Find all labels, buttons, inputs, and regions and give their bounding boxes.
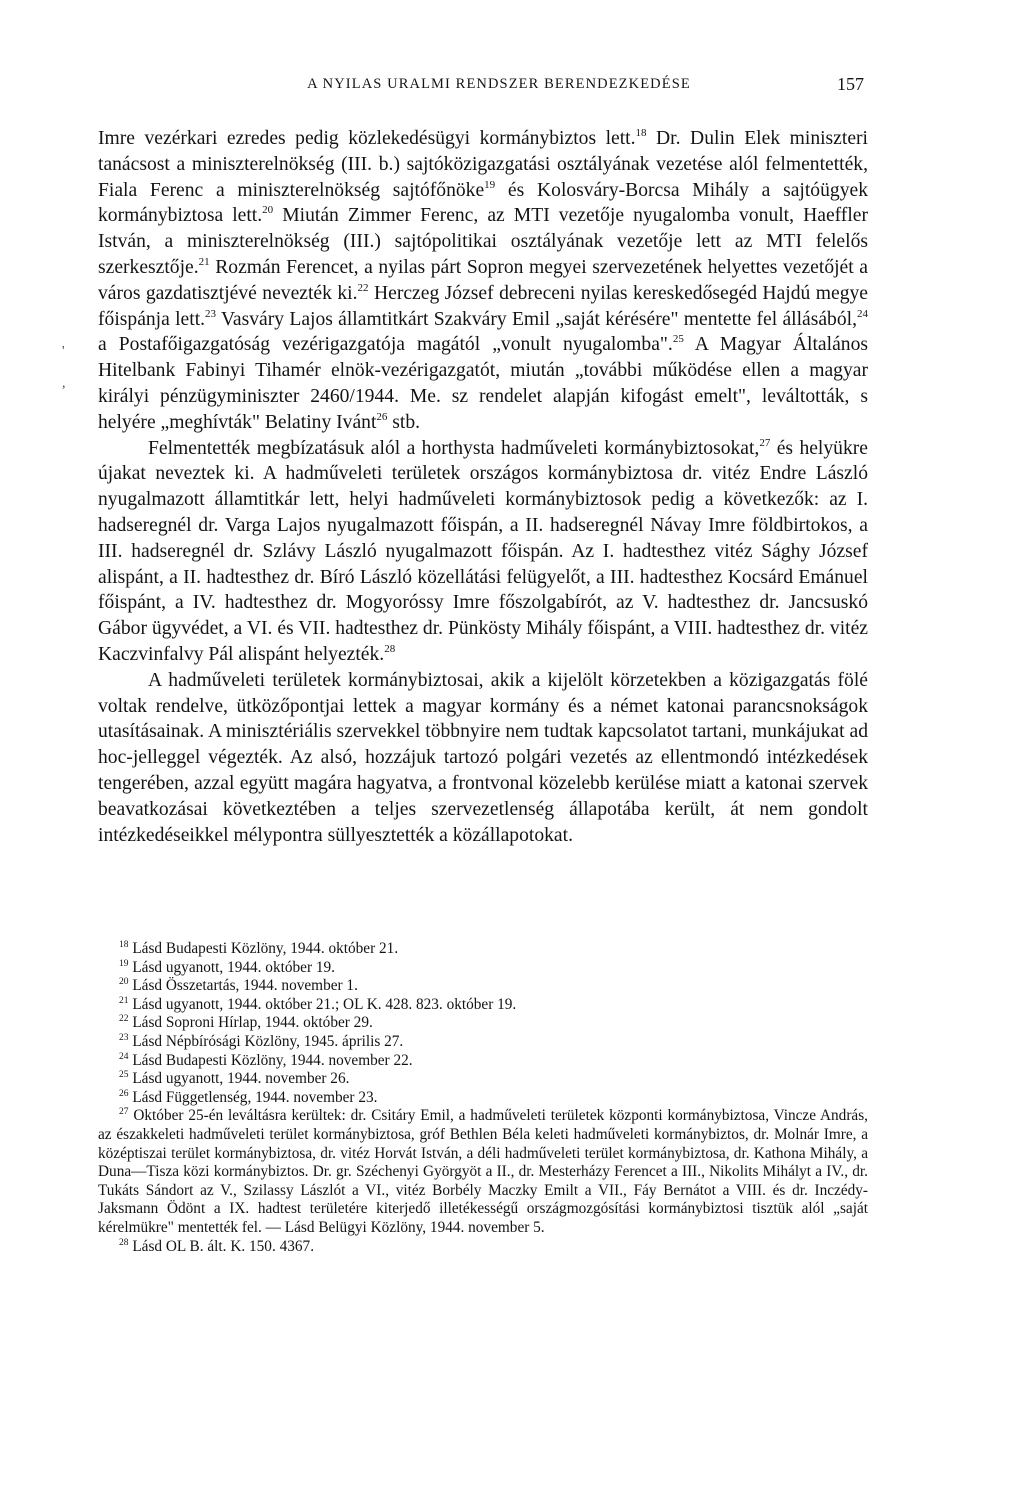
footnote-number: 27 (119, 1107, 129, 1118)
page-header (134, 74, 864, 100)
footnote (98, 1052, 868, 1071)
footnote-ref[interactable]: 25 (672, 333, 684, 346)
text-run: a Postafőigazgatóság vezérigazgatója magától „vonult nyugalomba". (98, 334, 673, 356)
text-run: Dr. Dulin Elek miniszteri tanácsost a miniszterelnökség (III. b.) sajtóközigazgatási osztályának vezetése alól felmentették, Fiala Ferenc a miniszterelnökség sajtófőnöke (98, 128, 868, 201)
footnote-ref[interactable]: 24 (856, 307, 868, 320)
margin-mark: , (62, 376, 66, 391)
footnote (98, 1070, 868, 1089)
footnote-text: Lásd Függetlenség, 1944. november 23. (128, 1088, 378, 1106)
footnote (98, 940, 868, 959)
footnote (98, 959, 868, 978)
footnote-number: 28 (119, 1237, 129, 1248)
text-run: Miután Zimmer Ferenc, az MTI vezetője nyugalomba vonult, Haeffler István, a miniszterelnökség (III.) sajtópolitikai osztályának vezetője lett az MTI felelős szerkesztője. (98, 205, 868, 278)
footnote-number: 20 (119, 977, 129, 988)
footnote-text: Lásd Népbírósági Közlöny, 1945. április 27. (128, 1032, 404, 1050)
footnote-ref[interactable]: 28 (384, 642, 396, 655)
page-number: 157 (837, 74, 864, 94)
footnote-text: Lásd Összetartás, 1944. november 1. (128, 977, 358, 995)
text-run: és helyükre újakat neveztek ki. A hadműveleti területek országos kormánybiztosa dr. vitéz Endre László nyugalmazott államtitkár lett, helyi hadműveleti kormánybiztosok pedig a következők: az I. hadseregnél dr. Varga Lajos nyugalmazott főispán, a II. hadseregnél Návay Imre földbirtokos, a III. hadseregnél dr. Szlávy László nyugalmazott főispán. Az I. hadtesthez vitéz Sághy József alispánt, a II. hadtesthez dr. Bíró László közellátási felügyelőt, a III. hadtesthez Kocsárd Emánuel főispánt, a IV. hadtesthez dr. Mogyoróssy Imre főszolgabírót, az V. hadtesthez dr. Jancsuskó Gábor ügyvédet, a VI. és VII. hadtesthez dr. Pünkösty Mihály főispánt, a VIII. hadtesthez dr. vitéz Kaczvinfalvy Pál alispánt helyezték. (98, 437, 868, 665)
text-run: A Magyar Általános Hitelbank Fabinyi Tihamér elnök-vezérigazgatót, miután „további működése ellen a magyar királyi pénzügyminiszter 2460/1944. Me. sz rendelet alapján kifogást emelt", leváltották, s helyére „meghívták" Belatiny Ivánt (98, 334, 868, 433)
footnote-number: 18 (119, 940, 129, 950)
paragraph (98, 436, 868, 668)
footnote-text: Lásd Budapesti Közlöny, 1944. november 22. (128, 1051, 413, 1069)
footnote-text: Lásd Budapesti Közlöny, 1944. október 21. (128, 940, 399, 957)
footnote-text: Lásd ugyanott, 1944. október 21.; OL K. 428. 823. október 19. (128, 995, 517, 1013)
text-run: A hadműveleti területek kormánybiztosai, akik a kijelölt körzetekben a közigazgatás fölé voltak rendelve, ütközőpontjai lettek a magyar kormány és a német katonai parancsnokságok utasításainak. A minisztériális szervekkel többnyire nem tudtak kapcsolatot tartani, munkájukat ad hoc-jelleggel végezték. Az alsó, hozzájuk tartozó polgári vezetés az ellentmondó intézkedések tengerében, azzal együtt magára hagyatva, a frontvonal közelebb kerülése miatt a katonai szervek beavatkozásai következtében a teljes szervezetlenség állapotába került, át nem gondolt intézkedéseikkel mélypontra süllyesztették a közállapotokat. (98, 669, 868, 846)
footnote (98, 1107, 868, 1237)
text-run: Vasváry Lajos államtitkárt Szakváry Emil „saját kérésére" mentette fel állásából, (216, 308, 857, 330)
footnote-number: 22 (119, 1014, 129, 1025)
text-run: Rozmán Ferencet, a nyilas párt Sopron megyei szervezetének helyettes vezetőjét a város gazdatisztjévé nevezték ki. (98, 256, 868, 304)
footnote-number: 24 (119, 1051, 129, 1062)
footnote (98, 1238, 868, 1257)
running-title: A NYILAS URALMI RENDSZER BERENDEZKEDÉSE (307, 76, 691, 92)
footnote-ref[interactable]: 19 (484, 178, 496, 191)
text-run: Imre vezérkari ezredes pedig közlekedésügyi kormánybiztos lett. (98, 128, 636, 149)
footnotes (98, 940, 868, 1256)
margin-mark: ' (62, 344, 65, 359)
footnote-number: 23 (119, 1032, 129, 1043)
paragraph (98, 126, 868, 436)
footnote (98, 996, 868, 1015)
footnote-text: Lásd ugyanott, 1944. november 26. (128, 1070, 350, 1088)
text-run: Herczeg József debreceni nyilas kereskedősegéd Hajdú megye főispánja lett. (98, 282, 868, 330)
text-run: Felmentették megbízatásuk alól a horthysta hadműveleti kormánybiztosokat, (148, 437, 760, 459)
paragraph (98, 668, 868, 849)
footnote-number: 26 (119, 1088, 129, 1099)
body-text (98, 126, 868, 848)
footnote-ref[interactable]: 27 (759, 436, 771, 449)
footnote (98, 1089, 868, 1108)
footnote-ref[interactable]: 20 (262, 204, 274, 217)
footnote-ref[interactable]: 22 (357, 281, 369, 294)
footnote-number: 25 (119, 1070, 129, 1081)
text-run: és Kolosváry-Borcsa Mihály a sajtóügyek kormánybiztosa lett. (98, 179, 868, 227)
footnote-text: Lásd OL B. ált. K. 150. 4367. (128, 1237, 315, 1255)
footnote-ref[interactable]: 21 (198, 255, 210, 268)
footnote-number: 21 (119, 995, 129, 1006)
footnote (98, 1033, 868, 1052)
footnote (98, 1014, 868, 1033)
text-run: stb. (387, 411, 421, 433)
footnote-ref[interactable]: 23 (205, 307, 217, 320)
footnote-text: Lásd Soproni Hírlap, 1944. október 29. (128, 1014, 373, 1032)
footnote-ref[interactable]: 18 (635, 127, 647, 139)
footnote (98, 977, 868, 996)
footnote-text: Október 25-én leváltásra kerültek: dr. Csitáry Emil, a hadműveleti területek központi kormánybiztosa, Vincze András, az északkeleti hadműveleti terület kormánybiztosa, gróf Bethlen Béla keleti hadműveleti kormánybiztos, dr. Molnár Imre, a középtiszai terület kormánybiztosa, dr. vitéz Horvát István, a déli hadműveleti terület kormánybiztosa, dr. Kathona Mihály, a Duna—Tisza közi kormánybiztos. Dr. gr. Széchenyi Györgyöt a II., dr. Mesterházy Ferencet a III., Nikolits Mihályt a IV., dr. Tukáts Sándort az V., Szilassy Lászlót a VI., vitéz Borbély Maczky Emilt a VII., Fáy Bernátot a VIII. és dr. Inczédy-Jaksmann Ödönt a IX. hadtest területére kiterjedő illetékességű országmozgósítási kormánybiztosi tisztük alól „saját kérelmükre" mentették fel. — Lásd Belügyi Közlöny, 1944. november 5. (98, 1107, 868, 1236)
footnote-number: 19 (119, 958, 129, 969)
footnote-ref[interactable]: 26 (376, 410, 388, 423)
footnote-text: Lásd ugyanott, 1944. október 19. (128, 958, 335, 976)
